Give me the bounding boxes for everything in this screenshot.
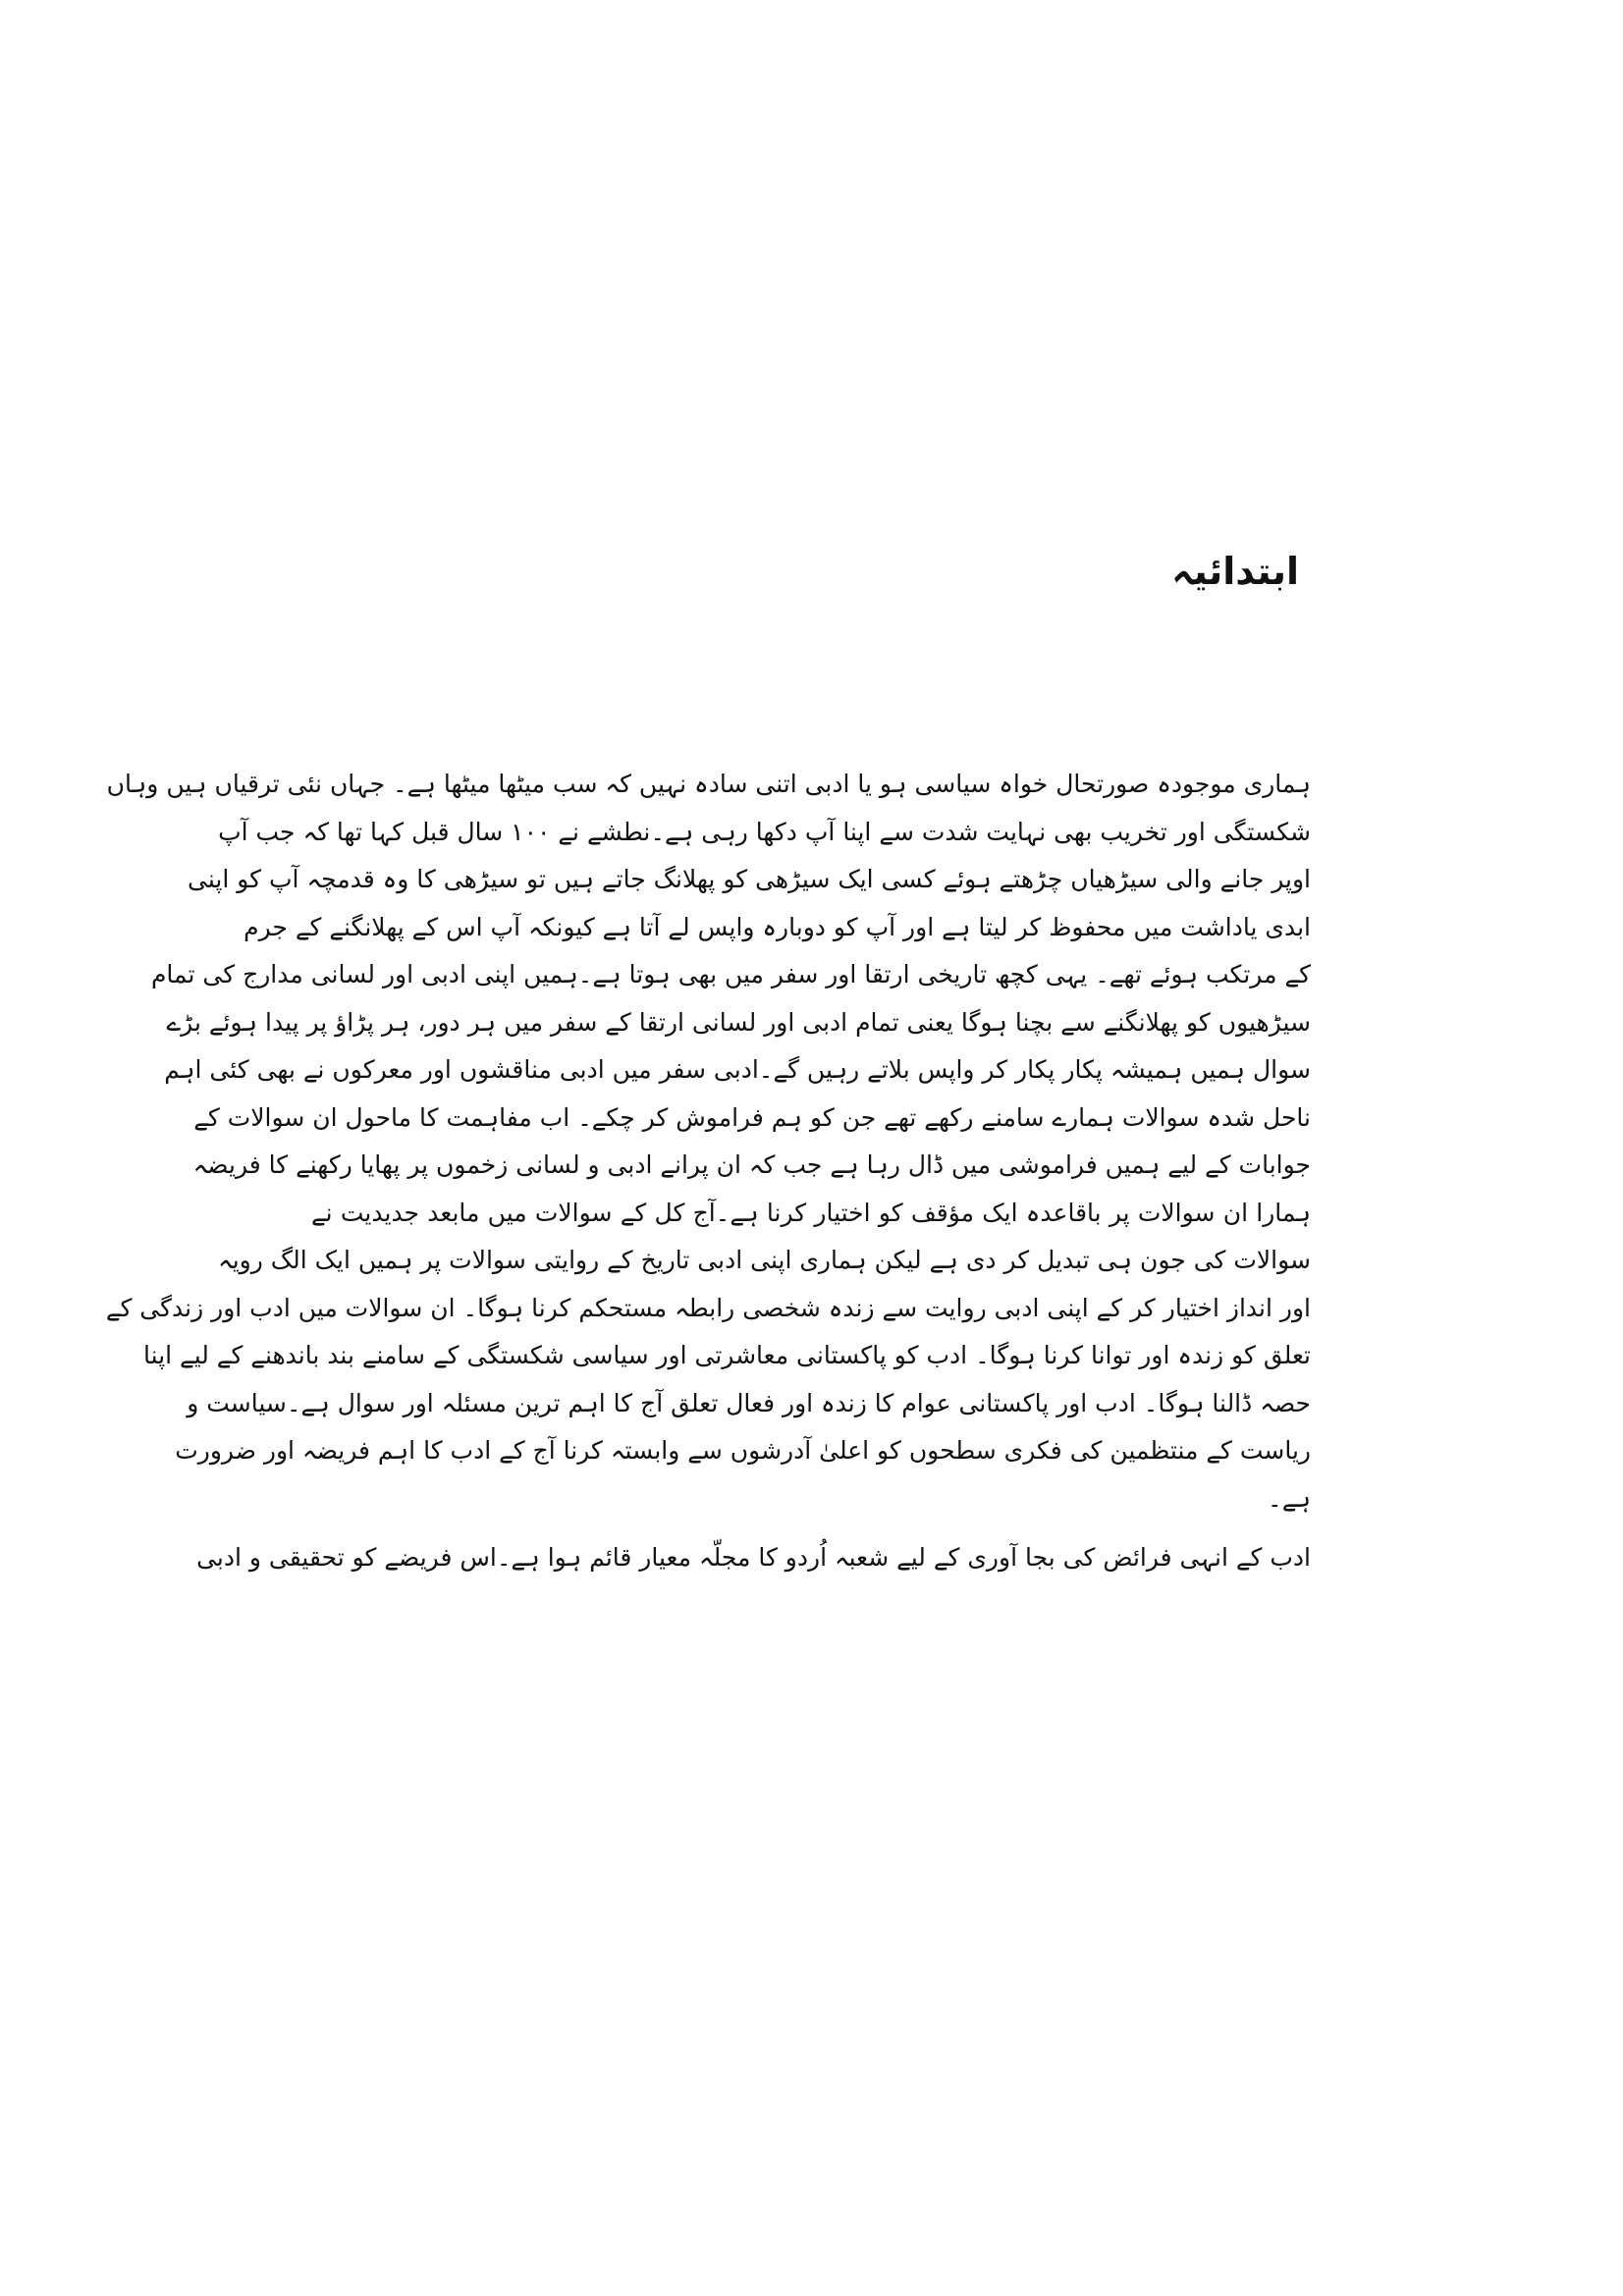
page-title: ابتدائیہ — [1171, 550, 1299, 593]
text-line: کے مرتکب ہوئے تھے۔ یہی کچھ تاریخی ارتقا اور سفر میں بھی ہوتا ہے۔ہمیں اپنی ادبی اور لسانی مدارج کی تمام — [150, 960, 1311, 988]
text-line: ہمارا ان سوالات پر باقاعدہ ایک مؤقف کو اختیار کرنا ہے۔آج کل کے سوالات میں مابعد جدیدیت نے — [311, 1198, 1311, 1227]
text-line: اوپر جانے والی سیڑھیاں چڑھتے ہوئے کسی ایک سیڑھی کو پھلانگ جاتے ہیں تو سیڑھی کا وہ قدمچہ آپ کو اپنی — [188, 865, 1311, 893]
paragraph — [196, 1534, 1311, 1582]
text-line: ہے۔ — [1268, 1483, 1311, 1513]
text-line: ادب کے انہی فرائض کی بجا آوری کے لیے شعبہ اُردو کا مجلّہ معیار قائم ہوا ہے۔اس فریضے کو تحقیقی و ادبی — [196, 1543, 1311, 1572]
text-line: ابدی یاداشت میں محفوظ کر لیتا ہے اور آپ کو دوبارہ واپس لے آتا ہے کیونکہ آپ اس کے پھلانگنے کے جرم — [243, 912, 1311, 941]
text-line: شکستگی اور تخریب بھی نہایت شدت سے اپنا آپ دکھا رہی ہے۔نطشے نے ۱۰۰ سال قبل کہا تھا کہ جب آپ — [218, 817, 1311, 846]
text-line: سوال ہمیں ہمیشہ پکار پکار کر واپس بلاتے رہیں گے۔ادبی سفر میں ادبی مناقشوں اور معرکوں نے بھی کئی اہم — [164, 1055, 1311, 1084]
paragraph — [105, 761, 1311, 1522]
paragraph-gap — [311, 1522, 1311, 1534]
text-line: سوالات کی جون ہی تبدیل کر دی ہے لیکن ہماری اپنی ادبی تاریخ کے روایتی سوالات پر ہمیں ایک الگ رویہ — [218, 1246, 1311, 1274]
text-line: اور انداز اختیار کر کے اپنی ادبی روایت سے زندہ شخصی رابطہ مستحکم کرنا ہوگا۔ ان سوالات میں ادب اور زندگی کے — [105, 1293, 1311, 1322]
text-line: ہماری موجودہ صورتحال خواہ سیاسی ہو یا ادبی اتنی سادہ نہیں کہ سب میٹھا میٹھا ہے۔ جہاں نئی ترقیاں ہیں وہاں — [106, 770, 1311, 798]
text-line: ناحل شدہ سوالات ہمارے سامنے رکھے تھے جن کو ہم فراموش کر چکے۔ اب مفاہمت کا ماحول ان سوالات کے — [193, 1102, 1311, 1132]
text-line: حصہ ڈالنا ہوگا۔ ادب اور پاکستانی عوام کا زندہ اور فعال تعلق آج کا اہم ترین مسئلہ اور سوال ہے۔سیاست و — [187, 1388, 1311, 1417]
text-line: جوابات کے لیے ہمیں فراموشی میں ڈال رہا ہے جب کہ ان پرانے ادبی و لسانی زخموں پر پھایا رکھنے کا فریضہ — [192, 1150, 1311, 1179]
body-text — [105, 761, 1311, 1582]
text-line: ریاست کے منتظمین کی فکری سطحوں کو اعلیٰ آدرشوں سے وابستہ کرنا آج کے ادب کا اہم فریضہ اور ضرورت — [175, 1436, 1311, 1465]
text-line: تعلق کو زندہ اور توانا کرنا ہوگا۔ ادب کو پاکستانی معاشرتی اور سیاسی شکستگی کے سامنے بند باندھنے کے لیے اپنا — [143, 1341, 1311, 1369]
text-line: سیڑھیوں کو پھلانگنے سے بچنا ہوگا یعنی تمام ادبی اور لسانی ارتقا کے سفر میں ہر دور، ہر پڑاؤ پر پیدا ہوئے بڑے — [166, 1007, 1311, 1037]
